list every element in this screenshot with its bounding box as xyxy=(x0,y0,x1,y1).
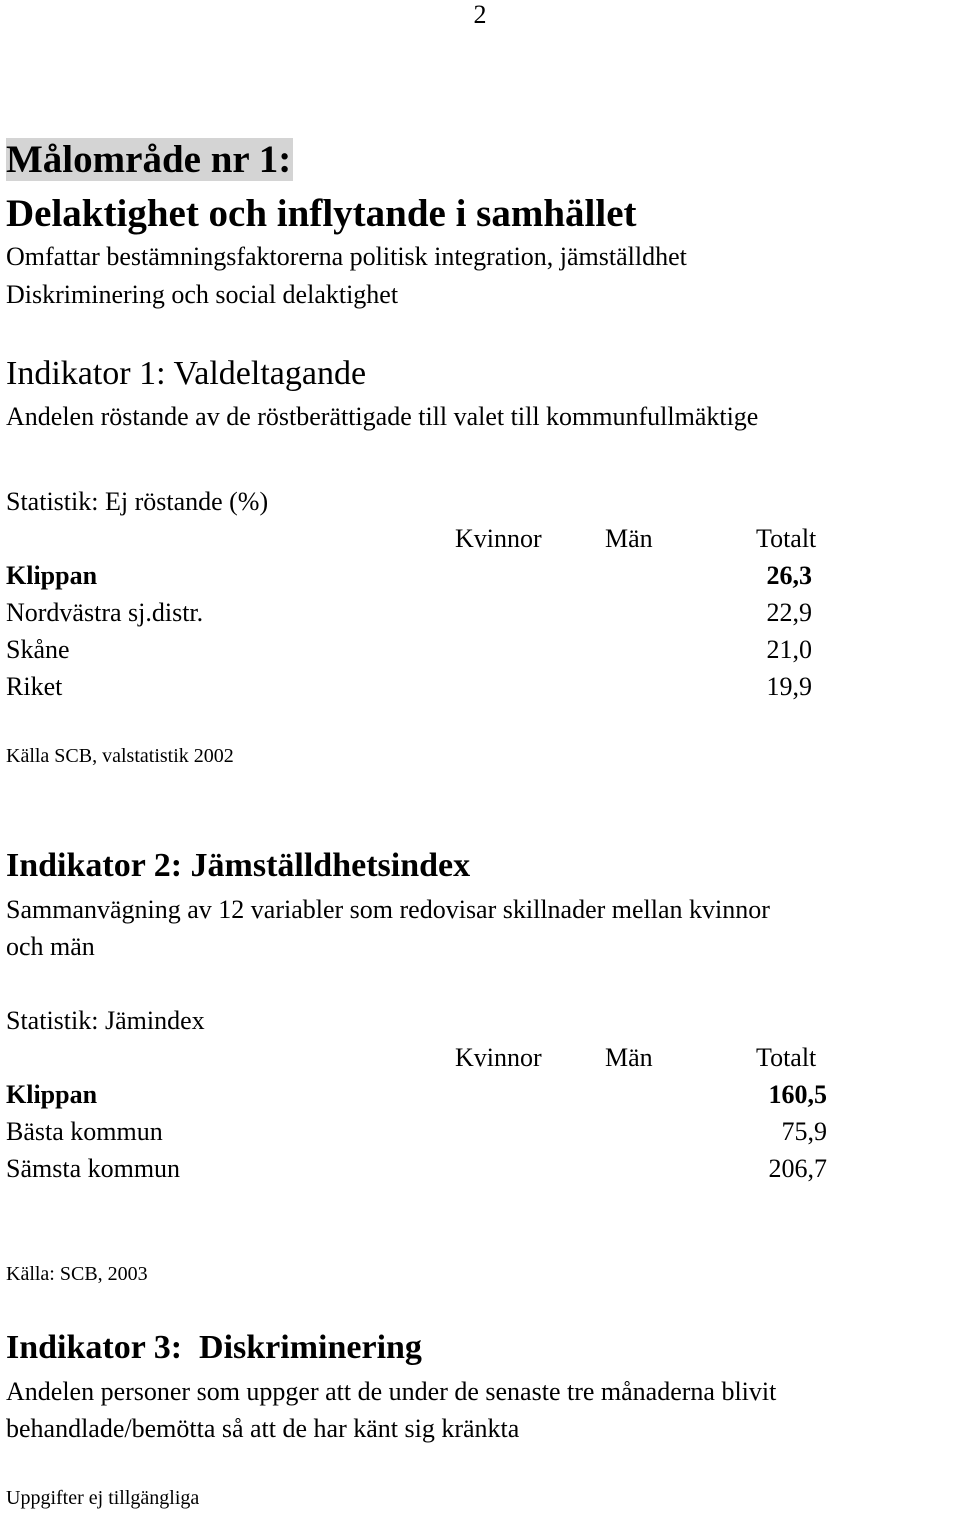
row-total: 22,9 xyxy=(766,598,812,627)
indicator-2-description-line-2: och män xyxy=(6,932,95,961)
section-number-heading: Målområde nr 1: xyxy=(6,138,292,181)
indicator-3-note: Uppgifter ej tillgängliga xyxy=(6,1487,200,1509)
indicator-1-title: Indikator 1: Valdeltagande xyxy=(6,355,367,392)
column-header-men: Män xyxy=(605,1043,653,1072)
row-label: Skåne xyxy=(6,635,70,664)
column-header-total: Totalt xyxy=(756,1043,817,1072)
indicator-1-statistic: Statistik: Ej röstande (%) xyxy=(6,487,269,516)
indicator-2-statistic: Statistik: Jämindex xyxy=(6,1006,205,1035)
indicator-1-table-header xyxy=(0,524,960,554)
row-label: Sämsta kommun xyxy=(6,1154,181,1183)
page-number: 2 xyxy=(473,0,487,29)
indicator-3-title: Indikator 3: Diskriminering xyxy=(6,1329,422,1366)
column-header-total: Totalt xyxy=(756,524,817,553)
section-heading xyxy=(6,138,293,182)
indicator-3-description-line-2: behandlade/bemötta så att de har känt sig kränkta xyxy=(6,1414,520,1443)
row-total: 75,9 xyxy=(781,1117,827,1146)
column-header-men: Män xyxy=(605,524,653,553)
table-row xyxy=(0,1080,960,1110)
table-row xyxy=(0,1117,960,1147)
row-label: Klippan xyxy=(6,1080,98,1109)
table-row xyxy=(0,561,960,591)
indicator-1-description: Andelen röstande av de röstberättigade till valet till kommunfullmäktige xyxy=(6,402,759,431)
table-row xyxy=(0,672,960,702)
indicator-1-source: Källa SCB, valstatistik 2002 xyxy=(6,745,234,767)
row-total: 21,0 xyxy=(766,635,812,664)
column-header-women: Kvinnor xyxy=(455,1043,542,1072)
table-row xyxy=(0,635,960,665)
column-header-women: Kvinnor xyxy=(455,524,542,553)
indicator-2-title: Indikator 2: Jämställdhetsindex xyxy=(6,847,471,884)
intro-line-1: Omfattar bestämningsfaktorerna politisk integration, jämställdhet xyxy=(6,242,687,271)
row-total: 26,3 xyxy=(766,561,812,590)
row-label: Riket xyxy=(6,672,63,701)
indicator-3-description-line-1: Andelen personer som uppger att de under de senaste tre månaderna blivit xyxy=(6,1377,777,1406)
table-row xyxy=(0,598,960,628)
row-total: 160,5 xyxy=(768,1080,827,1109)
indicator-2-table-header xyxy=(0,1043,960,1073)
row-label: Nordvästra sj.distr. xyxy=(6,598,204,627)
intro-line-2: Diskriminering och social delaktighet xyxy=(6,280,399,309)
table-row xyxy=(0,1154,960,1184)
indicator-2-description-line-1: Sammanvägning av 12 variabler som redovisar skillnader mellan kvinnor xyxy=(6,895,770,924)
row-total: 19,9 xyxy=(766,672,812,701)
indicator-2-source: Källa: SCB, 2003 xyxy=(6,1263,148,1285)
row-total: 206,7 xyxy=(768,1154,827,1183)
row-label: Klippan xyxy=(6,561,98,590)
section-title: Delaktighet och inflytande i samhället xyxy=(6,192,637,235)
row-label: Bästa kommun xyxy=(6,1117,163,1146)
